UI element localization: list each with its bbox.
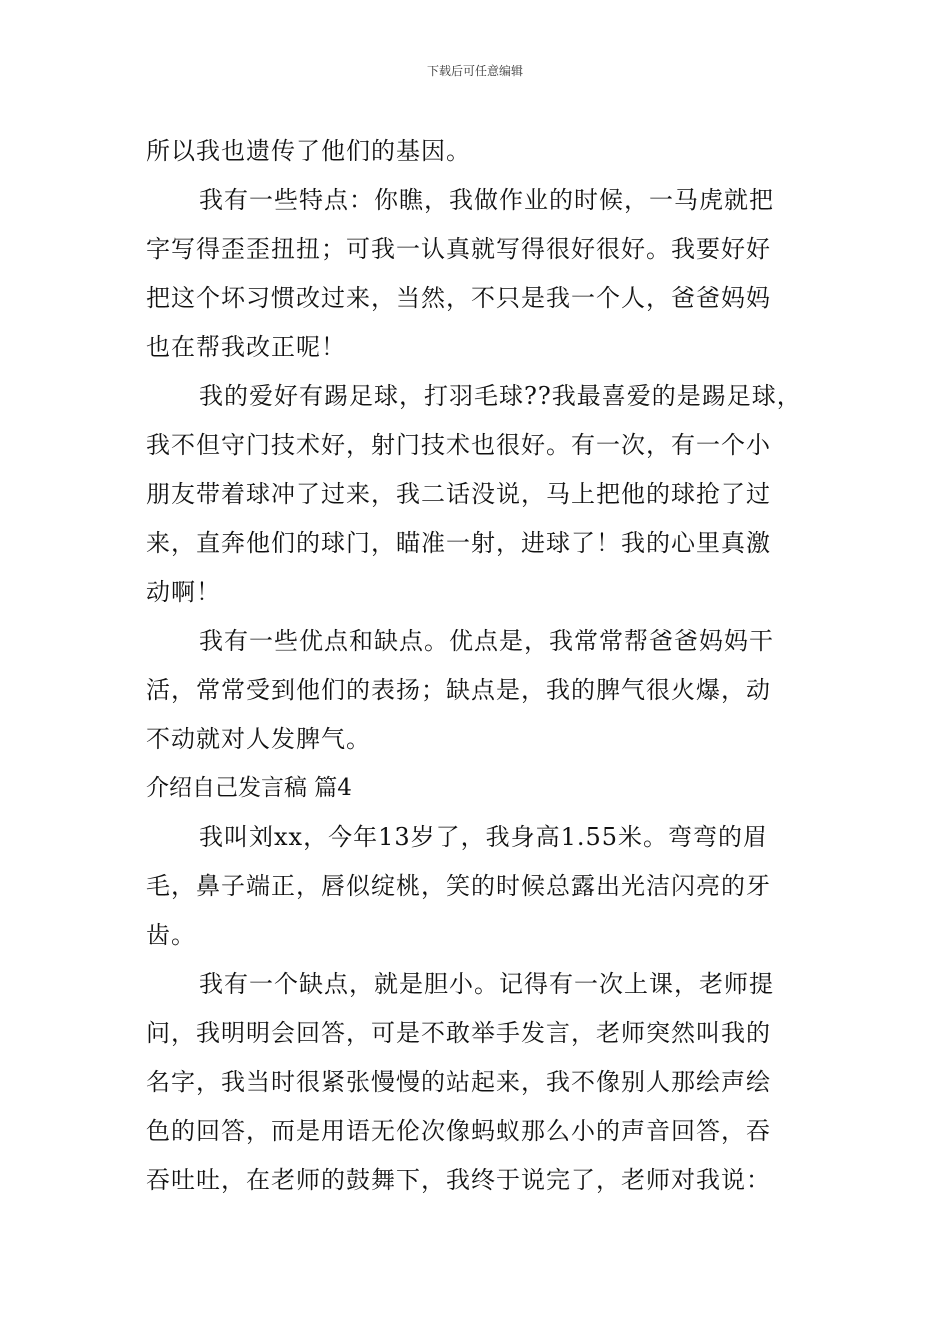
text-line: 把这个坏习惯改过来，当然，不只是我一个人，爸爸妈妈 bbox=[146, 284, 771, 312]
text-line: 字写得歪歪扭扭；可我一认真就写得很好很好。我要好好 bbox=[146, 235, 771, 263]
text-line: 活，常常受到他们的表扬；缺点是，我的脾气很火爆，动 bbox=[146, 676, 771, 704]
text-line: 不动就对人发脾气。 bbox=[146, 725, 371, 753]
text-line: 问，我明明会回答，可是不敢举手发言，老师突然叫我的 bbox=[146, 1019, 771, 1047]
text-line: 我的爱好有踢足球，打羽毛球??我最喜爱的是踢足球， bbox=[199, 382, 802, 410]
text-line: 朋友带着球冲了过来，我二话没说，马上把他的球抢了过 bbox=[146, 480, 771, 508]
page-header: 下载后可任意编辑 bbox=[426, 64, 523, 78]
text-line: 我有一些优点和缺点。优点是，我常常帮爸爸妈妈干 bbox=[199, 627, 774, 655]
text-line: 也在帮我改正呢！ bbox=[146, 333, 346, 361]
document-body bbox=[146, 127, 811, 1205]
text-line: 吞吐吐，在老师的鼓舞下，我终于说完了，老师对我说： bbox=[146, 1166, 771, 1194]
text-line: 我有一个缺点，就是胆小。记得有一次上课，老师提 bbox=[199, 970, 774, 998]
text-line: 我有一些特点：你瞧，我做作业的时候，一马虎就把 bbox=[199, 186, 774, 214]
text-line: 我叫刘xx，今年13岁了，我身高1.55米。弯弯的眉 bbox=[199, 823, 769, 851]
section-heading: 介绍自己发言稿 篇4 bbox=[146, 775, 352, 801]
text-line: 色的回答，而是用语无伦次像蚂蚁那么小的声音回答，吞 bbox=[146, 1117, 771, 1145]
text-line: 名字，我当时很紧张慢慢的站起来，我不像别人那绘声绘 bbox=[146, 1068, 771, 1096]
text-line: 来，直奔他们的球门，瞄准一射，进球了！我的心里真激 bbox=[146, 529, 771, 557]
text-line: 所以我也遗传了他们的基因。 bbox=[146, 137, 471, 165]
text-line: 毛，鼻子端正，唇似绽桃，笑的时候总露出光洁闪亮的牙 bbox=[146, 872, 771, 900]
text-line: 齿。 bbox=[146, 921, 196, 949]
text-line: 动啊！ bbox=[146, 578, 221, 606]
text-line: 我不但守门技术好，射门技术也很好。有一次，有一个小 bbox=[146, 431, 771, 459]
